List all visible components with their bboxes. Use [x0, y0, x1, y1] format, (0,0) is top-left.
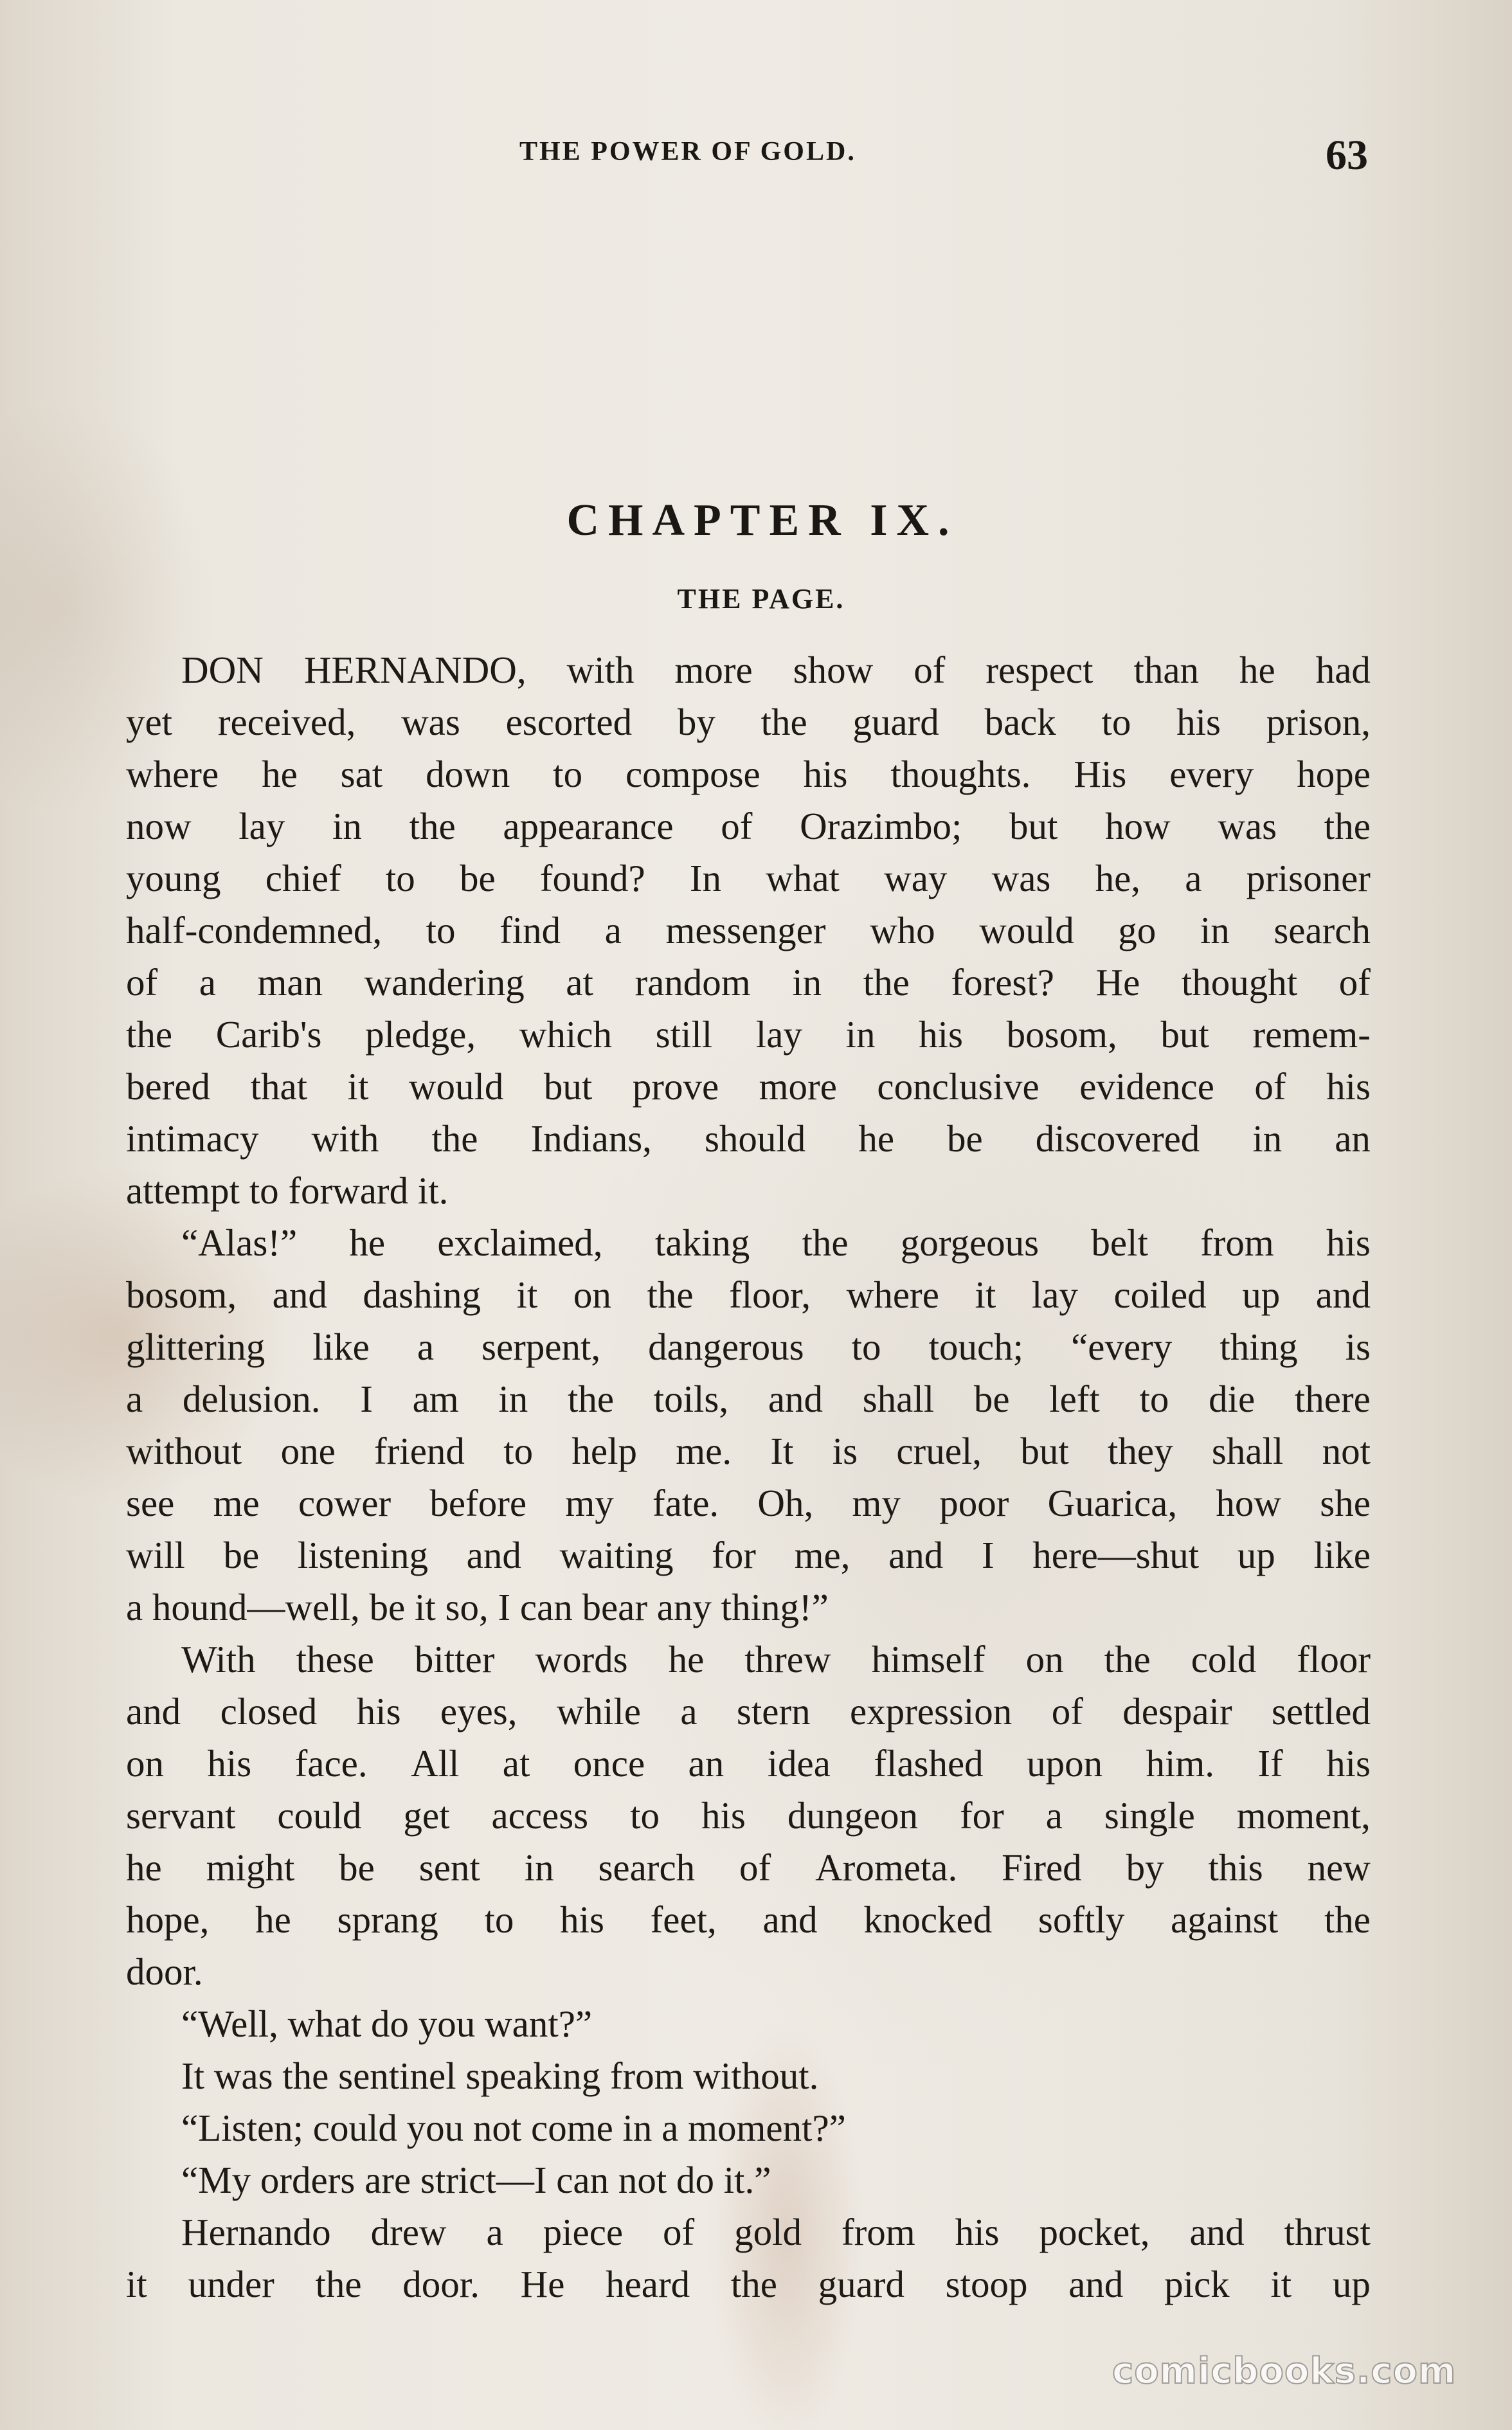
site-watermark: comicbooks.com — [1112, 2350, 1457, 2392]
text-line: servant could get access to his dungeon for a single moment, — [126, 1794, 1371, 1837]
text-line: bered that it would but prove more conclusive evidence of his — [126, 1065, 1371, 1108]
text-line: now lay in the appearance of Orazimbo; but how was the — [126, 805, 1371, 847]
text-line: It was the sentinel speaking from without. — [181, 2055, 819, 2097]
text-line: hope, he sprang to his feet, and knocked softly against the — [126, 1898, 1371, 1941]
text-line: it under the door. He heard the guard stoop and pick it up — [126, 2263, 1371, 2305]
text-line: attempt to forward it. — [126, 1169, 449, 1212]
chapter-heading: CHAPTER IX. — [566, 496, 959, 545]
body-text — [126, 644, 1371, 2310]
text-line: “Listen; could you not come in a moment?” — [181, 2107, 846, 2149]
text-line: see me cower before my fate. Oh, my poor Guarica, how she — [126, 1482, 1371, 1524]
running-head — [0, 132, 1512, 179]
text-line: of a man wandering at random in the forest? He thought of — [126, 961, 1371, 1004]
text-line: half-condemned, to find a messenger who would go in search — [126, 909, 1371, 951]
text-line: he might be sent in search of Arometa. Fired by this new — [126, 1846, 1371, 1889]
text-line: a hound—well, be it so, I can bear any thing!” — [126, 1586, 829, 1628]
text-line: “Well, what do you want?” — [181, 2003, 593, 2045]
text-line: intimacy with the Indians, should he be discovered in an — [126, 1117, 1371, 1160]
chapter-subtitle: THE PAGE. — [677, 583, 845, 615]
text-line: and closed his eyes, while a stern expression of despair settled — [126, 1690, 1371, 1733]
text-line: young chief to be found? In what way was he, a prisoner — [126, 857, 1371, 899]
text-line: without one friend to help me. It is cruel, but they shall not — [126, 1430, 1371, 1472]
text-line: the Carib's pledge, which still lay in his bosom, but remem- — [126, 1013, 1371, 1056]
text-line: on his face. All at once an idea flashed upon him. If his — [126, 1742, 1371, 1785]
text-line: DON HERNANDO, with more show of respect than he had — [181, 649, 1371, 691]
text-line: a delusion. I am in the toils, and shall be left to die there — [126, 1378, 1371, 1420]
text-line: With these bitter words he threw himself on the cold floor — [181, 1638, 1371, 1680]
text-line: “My orders are strict—I can not do it.” — [181, 2159, 771, 2201]
text-line: Hernando drew a piece of gold from his pocket, and thrust — [181, 2211, 1371, 2253]
text-line: yet received, was escorted by the guard back to his prison, — [126, 701, 1371, 743]
page-number: 63 — [1326, 132, 1368, 179]
text-line: door. — [126, 1950, 203, 1993]
text-line: bosom, and dashing it on the floor, where it lay coiled up and — [126, 1274, 1371, 1316]
running-title: THE POWER OF GOLD. — [519, 137, 856, 166]
text-line: will be listening and waiting for me, and I here—shut up like — [126, 1534, 1371, 1576]
text-line: where he sat down to compose his thoughts. His every hope — [126, 753, 1371, 795]
text-line: “Alas!” he exclaimed, taking the gorgeous belt from his — [181, 1221, 1371, 1264]
text-line: glittering like a serpent, dangerous to touch; “every thing is — [126, 1326, 1371, 1368]
